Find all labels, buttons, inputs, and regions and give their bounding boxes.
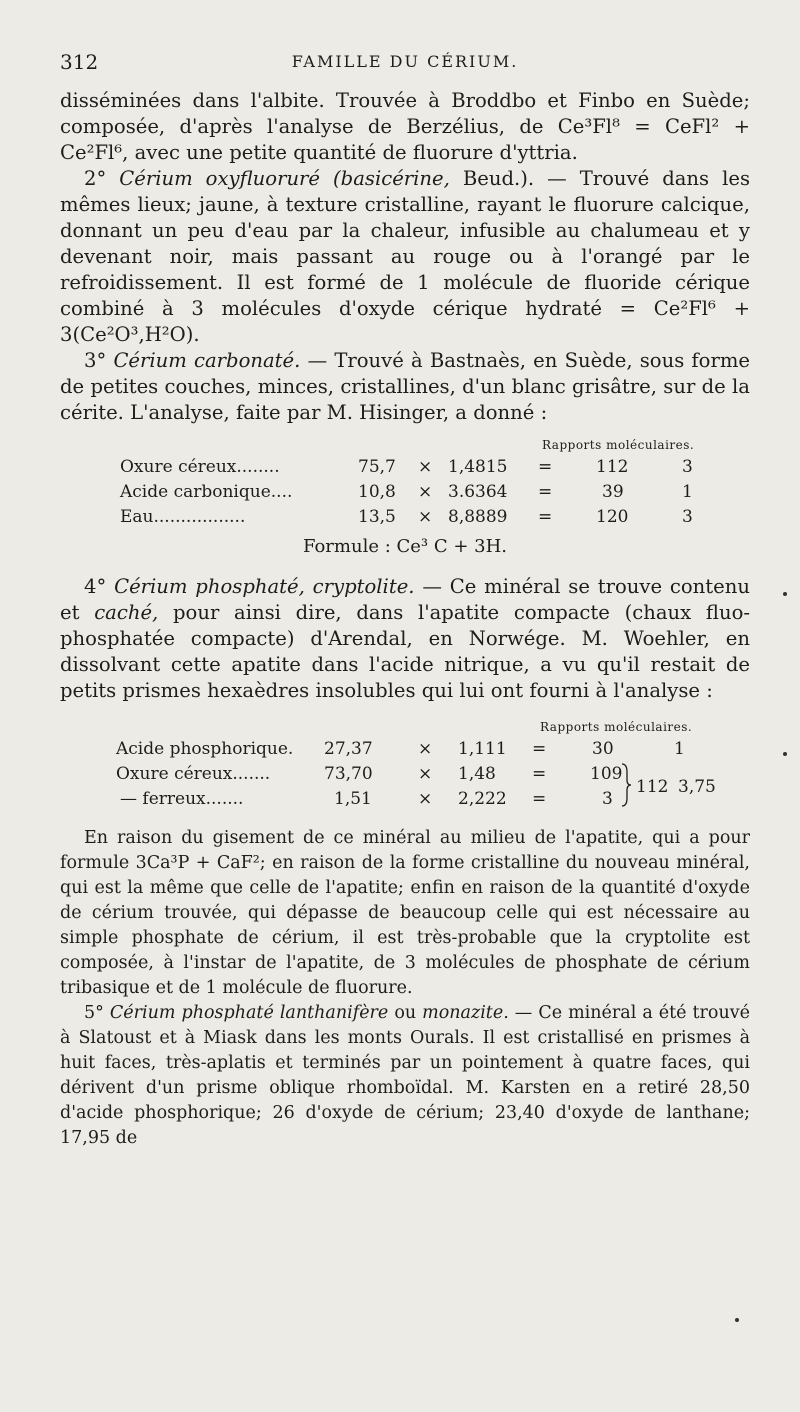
margin-dot — [783, 592, 787, 596]
item-number: 4° — [84, 575, 107, 598]
row-ratio: 3 — [602, 789, 613, 809]
equals-sign: = — [532, 789, 547, 809]
margin-dot — [783, 752, 787, 756]
times-sign: × — [418, 482, 433, 502]
row-value: 75,7 — [358, 457, 396, 477]
row-name: Eau................. — [120, 507, 246, 527]
row-ratio: 109 — [590, 764, 623, 784]
row-name: Acide carbonique.... — [120, 482, 293, 502]
times-sign: × — [418, 739, 433, 759]
item-title-2: monazite. — [422, 1003, 509, 1023]
row-ratio: 30 — [592, 739, 614, 759]
item-text: — Ce minéral a été trouvé à Slatoust et à Miask dans les monts Ourals. Il est cristallisé en prismes à huit faces, très-aplatis et terminés par un pointement à quatre faces, qui dérivent d'un prisme oblique rhomboïdal. M. Karsten en a retiré 28,50 d'acide phosphorique; 26 d'oxyde de cérium; 23,40 d'oxyde de lanthane; 17,95 de — [60, 1003, 750, 1148]
paragraph-4 — [60, 574, 750, 704]
running-title: FAMILLE DU CÉRIUM. — [291, 52, 519, 71]
item-title: Cérium oxyfluoruré — [119, 167, 321, 190]
row-factor: 1,4815 — [448, 457, 508, 477]
analysis-table-1 — [60, 432, 750, 528]
item-number: 2° — [84, 167, 107, 190]
equals-sign: = — [538, 507, 553, 527]
analysis-table-2 — [60, 714, 750, 820]
row-value: 27,37 — [324, 739, 373, 759]
paragraph-6 — [60, 1001, 750, 1151]
paragraph-2 — [60, 166, 750, 348]
item-synonym: (basicérine, — [333, 167, 450, 190]
row-ratio: 39 — [602, 482, 624, 502]
item-number: 3° — [84, 349, 107, 372]
row-mol: 1 — [674, 739, 685, 759]
table-header: Rapports moléculaires. — [542, 438, 695, 452]
row-factor: 2,222 — [458, 789, 507, 809]
times-sign: × — [418, 764, 433, 784]
formula-line: Formule : Ce³ C + 3H. — [302, 536, 508, 557]
row-name: Acide phosphorique. — [116, 739, 294, 759]
item-connector: ou — [394, 1003, 417, 1023]
curly-brace — [620, 762, 632, 808]
page-header — [60, 50, 750, 80]
row-mol: 3 — [682, 507, 693, 527]
item-title: Cérium phosphaté, cryptolite. — [114, 575, 415, 598]
page-number: 312 — [60, 50, 99, 74]
item-title: Cérium phosphaté lanthanifère — [109, 1003, 389, 1023]
brace-sum: 112 — [636, 777, 669, 797]
margin-dot — [735, 1318, 739, 1322]
item-text: — Trouvé à Bastnaès, en Suède, sous forme de petites couches, minces, cristallines, d'un blanc grisâtre, sur de la cérite. L'analyse, faite par M. Hisinger, a donné : — [60, 349, 751, 424]
row-factor: 1,111 — [458, 739, 507, 759]
row-mol: 3 — [682, 457, 693, 477]
row-factor: 3.6364 — [448, 482, 508, 502]
row-value: 73,70 — [324, 764, 373, 784]
item-text: pour ainsi dire, dans l'apatite compacte (chaux fluo-phosphatée compacte) d'Arendal, en Norwége. M. Woehler, en dissolvant cette apatite dans l'acide nitrique, a vu qu'il restait de petits prismes hexaèdres insolubles qui lui ont fourni à l'analyse : — [60, 601, 750, 702]
row-value: 13,5 — [358, 507, 396, 527]
item-text: — Ce minéral se trouve contenu et — [60, 575, 750, 624]
times-sign: × — [418, 789, 433, 809]
paragraph-1: disséminées dans l'albite. Trouvée à Broddbo et Finbo en Suède; composée, d'après l'analyse de Berzélius, de Ce³Fl⁸ = CeFl² + Ce²Fl⁶, avec une petite quantité de fluorure d'yttria. — [60, 89, 750, 164]
brace-mol: 3,75 — [678, 777, 716, 797]
paragraph-3 — [60, 348, 750, 426]
row-factor: 1,48 — [458, 764, 496, 784]
equals-sign: = — [538, 482, 553, 502]
row-name: Oxure céreux....... — [116, 764, 271, 784]
row-ratio: 120 — [596, 507, 629, 527]
item-number: 5° — [84, 1003, 104, 1023]
row-value: 10,8 — [358, 482, 396, 502]
row-factor: 8,8889 — [448, 507, 508, 527]
times-sign: × — [418, 507, 433, 527]
equals-sign: = — [538, 457, 553, 477]
row-name: Oxure céreux........ — [120, 457, 280, 477]
item-text: Beud.). — Trouvé dans les mêmes lieux; jaune, à texture cristalline, rayant le fluorure calcique, donnant un peu d'eau par la chaleur, infusible au chalumeau et y devenant noir, mais passant au rouge ou à l'orangé par le refroidissement. Il est formé de 1 molécule de fluoride cérique combiné à 3 molécules d'oxyde cérique hydraté = Ce²Fl⁶ + 3(Ce²O³,H²O). — [60, 167, 751, 346]
row-value: 1,51 — [334, 789, 372, 809]
item-emphasis: caché, — [94, 601, 159, 624]
text-body — [60, 88, 750, 1151]
row-name: — ferreux....... — [120, 789, 244, 809]
item-title: Cérium carbonaté. — [113, 349, 301, 372]
times-sign: × — [418, 457, 433, 477]
table-header: Rapports moléculaires. — [540, 720, 693, 734]
paragraph-5: En raison du gisement de ce minéral au milieu de l'apatite, qui a pour formule 3Ca³P + CaF²; en raison de la forme cristalline du nouveau minéral, qui est la même que celle de l'apatite; enfin en raison de la quantité d'oxyde de cérium trouvée, qui dépasse de beaucoup celle qui est nécessaire au simple phosphate de cérium, il est très-probable que la cryptolite est composée, à l'instar de l'apatite, de 3 molécules de phosphate de cérium tribasique et de 1 molécule de fluorure. — [60, 828, 750, 998]
row-ratio: 112 — [596, 457, 629, 477]
equals-sign: = — [532, 739, 547, 759]
equals-sign: = — [532, 764, 547, 784]
row-mol: 1 — [682, 482, 693, 502]
